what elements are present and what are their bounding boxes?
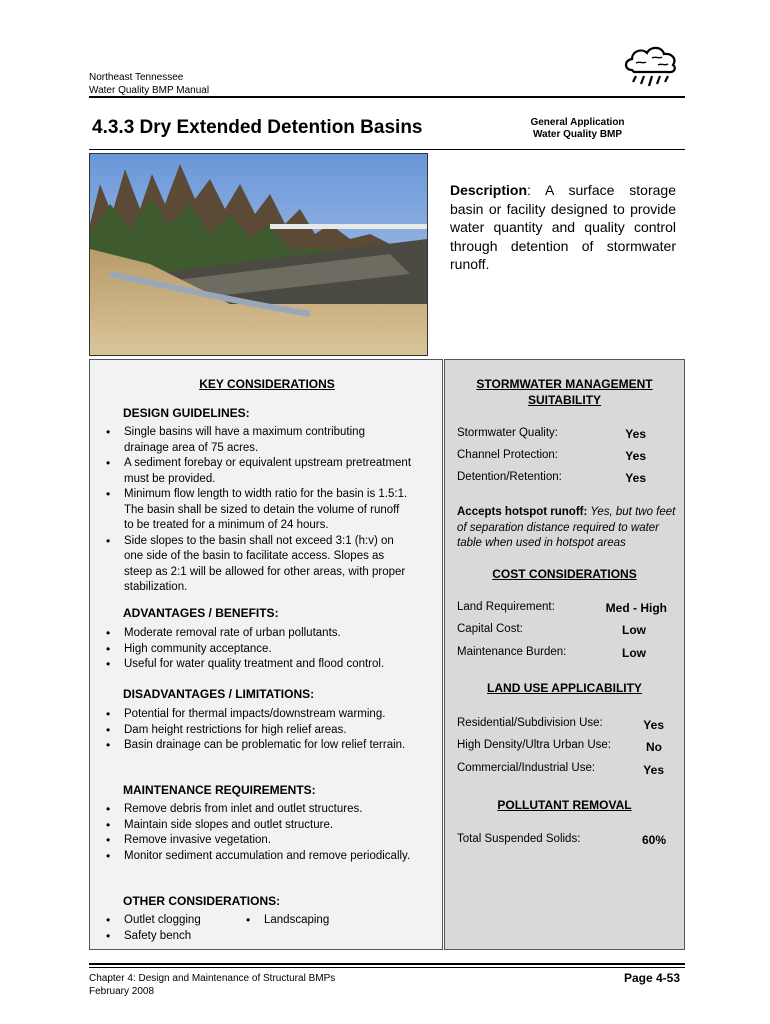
header-org: [89, 71, 209, 97]
pollutant-label: Total Suspended Solids:: [457, 833, 581, 845]
hotspot-label: Accepts hotspot runoff:: [457, 506, 588, 518]
list-item: • Safety bench: [92, 929, 242, 945]
date-text: February 2008: [89, 986, 155, 997]
land-use-label: Commercial/Industrial Use:: [457, 762, 596, 774]
list-item: • Moderate removal rate of urban pollutants.: [92, 626, 422, 642]
cost-label: Land Requirement:: [457, 601, 555, 613]
list-item: • High community acceptance.: [92, 642, 422, 658]
suitability-label: Stormwater Quality:: [457, 427, 558, 439]
pollutant-value: 60%: [641, 833, 666, 847]
other-considerations-list-col2: [232, 913, 392, 929]
maintenance-list: [92, 802, 412, 864]
hotspot-note: [457, 505, 679, 552]
rain-cloud-icon: [622, 44, 680, 90]
suitability-value: Yes: [625, 471, 646, 485]
description-label: Description: [450, 182, 528, 198]
list-item: • Single basins will have a maximum contributing drainage area of 75 acres.: [92, 425, 412, 456]
advantages-list: [92, 626, 422, 673]
land-use-value: Yes: [643, 763, 664, 777]
suitability-title: [445, 376, 684, 408]
other-considerations-title: OTHER CONSIDERATIONS:: [123, 894, 281, 908]
list-item: • Dam height restrictions for high relief areas.: [92, 723, 412, 739]
description: [450, 181, 676, 274]
suitability-label: Channel Protection:: [457, 449, 559, 461]
key-considerations-panel: [89, 359, 443, 950]
cost-label: Capital Cost:: [457, 623, 523, 635]
land-use-label: Residential/Subdivision Use:: [457, 717, 603, 729]
org-line2: Water Quality BMP Manual: [89, 85, 210, 96]
cost-label: Maintenance Burden:: [457, 646, 567, 658]
basin-photo: [89, 153, 428, 356]
advantages-title: ADVANTAGES / BENEFITS:: [123, 606, 279, 620]
application-label: [520, 117, 635, 141]
land-use-value: No: [646, 740, 662, 754]
hotspot-text: Yes, but two feet of separation distance required to water table when used in hotspot areas: [457, 506, 676, 549]
footer-chapter: [89, 972, 335, 998]
application-line2: Water Quality BMP: [532, 129, 623, 140]
list-item: • Minimum flow length to width ratio for the basin is 1.5:1. The basin shall be sized to detain the volume of runoff to be treated for a minimum of 24 hours.: [92, 487, 412, 534]
suitability-value: Yes: [625, 427, 646, 441]
land-use-title: LAND USE APPLICABILITY: [487, 681, 642, 695]
suitability-label: Detention/Retention:: [457, 471, 562, 483]
list-item: • Maintain side slopes and outlet structure.: [92, 818, 412, 834]
page-title: 4.3.3 Dry Extended Detention Basins: [92, 117, 423, 138]
org-line1: Northeast Tennessee: [89, 72, 184, 83]
application-line1: General Application: [530, 117, 625, 128]
list-item: • Remove invasive vegetation.: [92, 833, 412, 849]
list-item: • Side slopes to the basin shall not exceed 3:1 (h:v) on one side of the basin to facilitate access. Slopes as steep as 2:1 will be allowed for other areas, with proper stabilization.: [92, 534, 412, 596]
suitability-title-line2: SUITABILITY: [527, 393, 602, 407]
cost-value: Med - High: [605, 601, 667, 615]
cost-value: Low: [622, 623, 646, 637]
description-text: : A surface storage basin or facility designed to provide water quantity and quality control through detention of stormwater runoff.: [450, 182, 676, 272]
key-considerations-title: KEY CONSIDERATIONS: [199, 377, 335, 391]
design-guidelines-title: DESIGN GUIDELINES:: [123, 406, 250, 420]
list-item: • Landscaping: [232, 913, 392, 929]
chapter-text: Chapter 4: Design and Maintenance of Structural BMPs: [89, 973, 336, 984]
land-use-label: High Density/Ultra Urban Use:: [457, 739, 612, 751]
list-item: • Remove debris from inlet and outlet structures.: [92, 802, 412, 818]
list-item: • Outlet clogging: [92, 913, 242, 929]
list-item: • Useful for water quality treatment and flood control.: [92, 657, 422, 673]
suitability-value: Yes: [625, 449, 646, 463]
maintenance-title: MAINTENANCE REQUIREMENTS:: [123, 783, 316, 797]
design-guidelines-list: [92, 425, 412, 596]
other-considerations-list: [92, 913, 242, 944]
list-item: • Potential for thermal impacts/downstream warming.: [92, 707, 412, 723]
list-item: • Monitor sediment accumulation and remove periodically.: [92, 849, 412, 865]
cost-value: Low: [622, 646, 646, 660]
suitability-title-line1: STORMWATER MANAGEMENT: [476, 377, 653, 391]
disadvantages-list: [92, 707, 412, 754]
page-number: Page 4-53: [623, 971, 680, 985]
pollutant-title: POLLUTANT REMOVAL: [497, 798, 632, 812]
land-use-value: Yes: [643, 718, 664, 732]
list-item: • Basin drainage can be problematic for low relief terrain.: [92, 738, 412, 754]
cost-title: COST CONSIDERATIONS: [492, 567, 637, 581]
suitability-panel: [444, 359, 685, 950]
disadvantages-title: DISADVANTAGES / LIMITATIONS:: [123, 687, 315, 701]
list-item: • A sediment forebay or equivalent upstream pretreatment must be provided.: [92, 456, 412, 487]
